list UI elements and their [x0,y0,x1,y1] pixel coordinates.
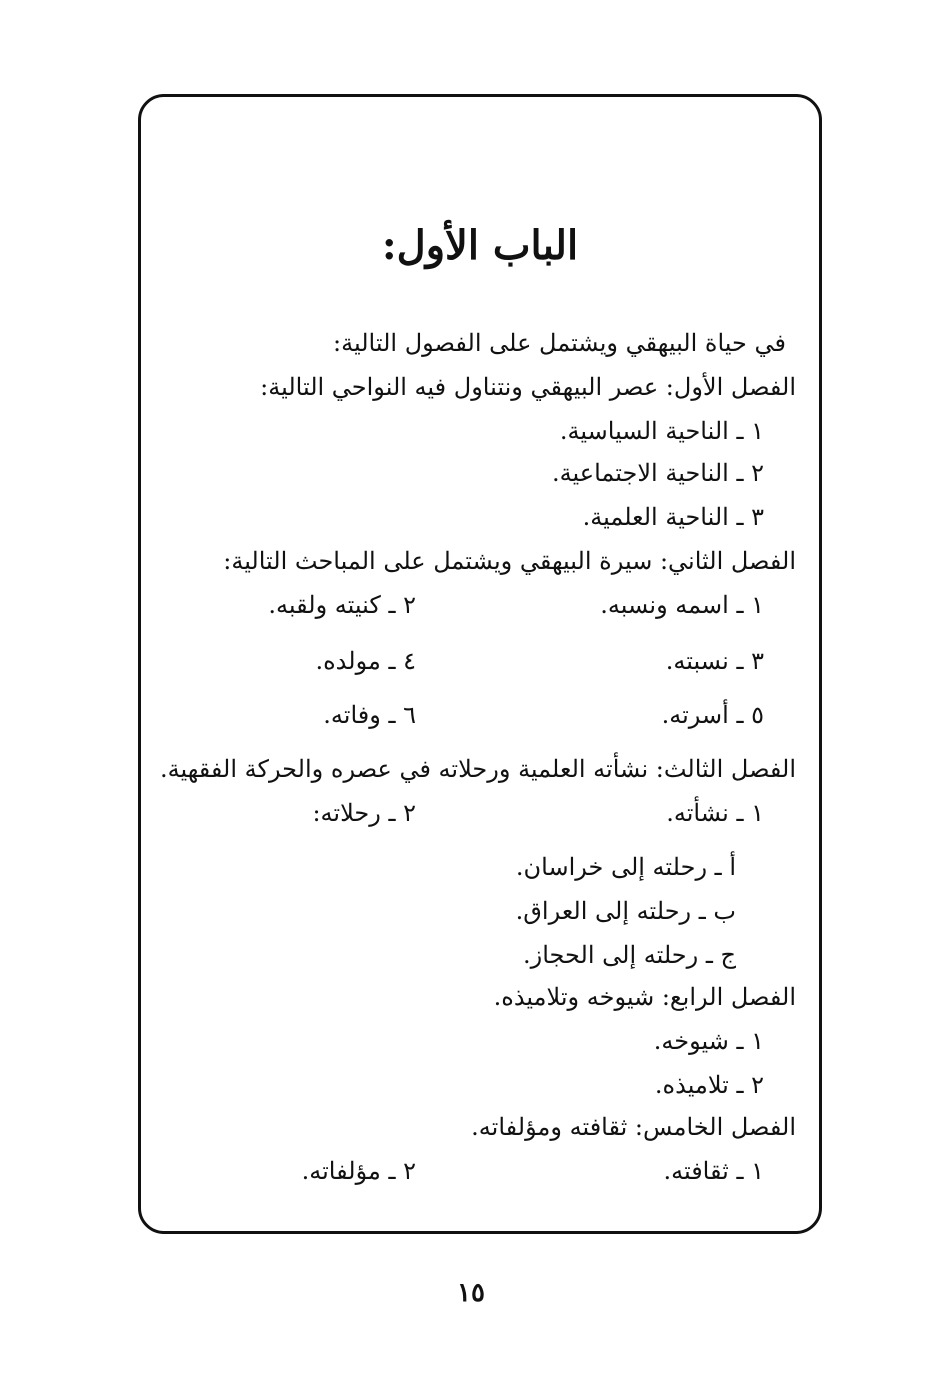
chapter-2-item-4: ٤ ـ مولده. [315,647,416,675]
chapter-2-item-3: ٣ ـ نسبته. [665,647,764,675]
chapter-4-item-2: ٢ ـ تلاميذه. [654,1071,764,1099]
chapter-3-item-1: ١ ـ نشأته. [666,799,764,827]
chapter-5-item-2: ٢ ـ مؤلفاته. [301,1157,416,1185]
chapter-1-item-3: ٣ ـ الناحية العلمية. [582,503,764,531]
section-title: الباب الأول: [381,222,579,269]
page-number: ١٥ [457,1278,485,1308]
chapter-4-heading: الفصل الرابع: شيوخه وتلاميذه. [493,983,796,1011]
chapter-3-subitem-a: أ ـ رحلته إلى خراسان. [515,853,736,881]
chapter-2-item-2: ٢ ـ كنيته ولقبه. [268,591,416,619]
chapter-5-item-1: ١ ـ ثقافته. [663,1157,764,1185]
chapter-1-item-2: ٢ ـ الناحية الاجتماعية. [552,459,764,487]
chapter-1-item-1: ١ ـ الناحية السياسية. [559,417,764,445]
chapter-5-heading: الفصل الخامس: ثقافته ومؤلفاته. [471,1113,796,1141]
chapter-3-item-2: ٢ ـ رحلاته: [312,799,416,827]
intro-text: في حياة البيهقي ويشتمل على الفصول التالية: [333,329,786,357]
chapter-3-subitem-c: ج ـ رحلته إلى الحجاز. [523,941,736,969]
chapter-2-item-1: ١ ـ اسمه ونسبه. [600,591,764,619]
chapter-3-heading: الفصل الثالث: نشأته العلمية ورحلاته في عصره والحركة الفقهية. [159,755,796,783]
chapter-3-subitem-b: ب ـ رحلته إلى العراق. [515,897,736,925]
chapter-2-item-5: ٥ ـ أسرته. [661,701,764,729]
chapter-1-heading: الفصل الأول: عصر البيهقي ونتناول فيه النواحي التالية: [260,373,796,401]
chapter-2-heading: الفصل الثاني: سيرة البيهقي ويشتمل على المباحث التالية: [223,547,796,575]
chapter-4-item-1: ١ ـ شيوخه. [653,1027,764,1055]
chapter-2-item-6: ٦ ـ وفاته. [323,701,416,729]
